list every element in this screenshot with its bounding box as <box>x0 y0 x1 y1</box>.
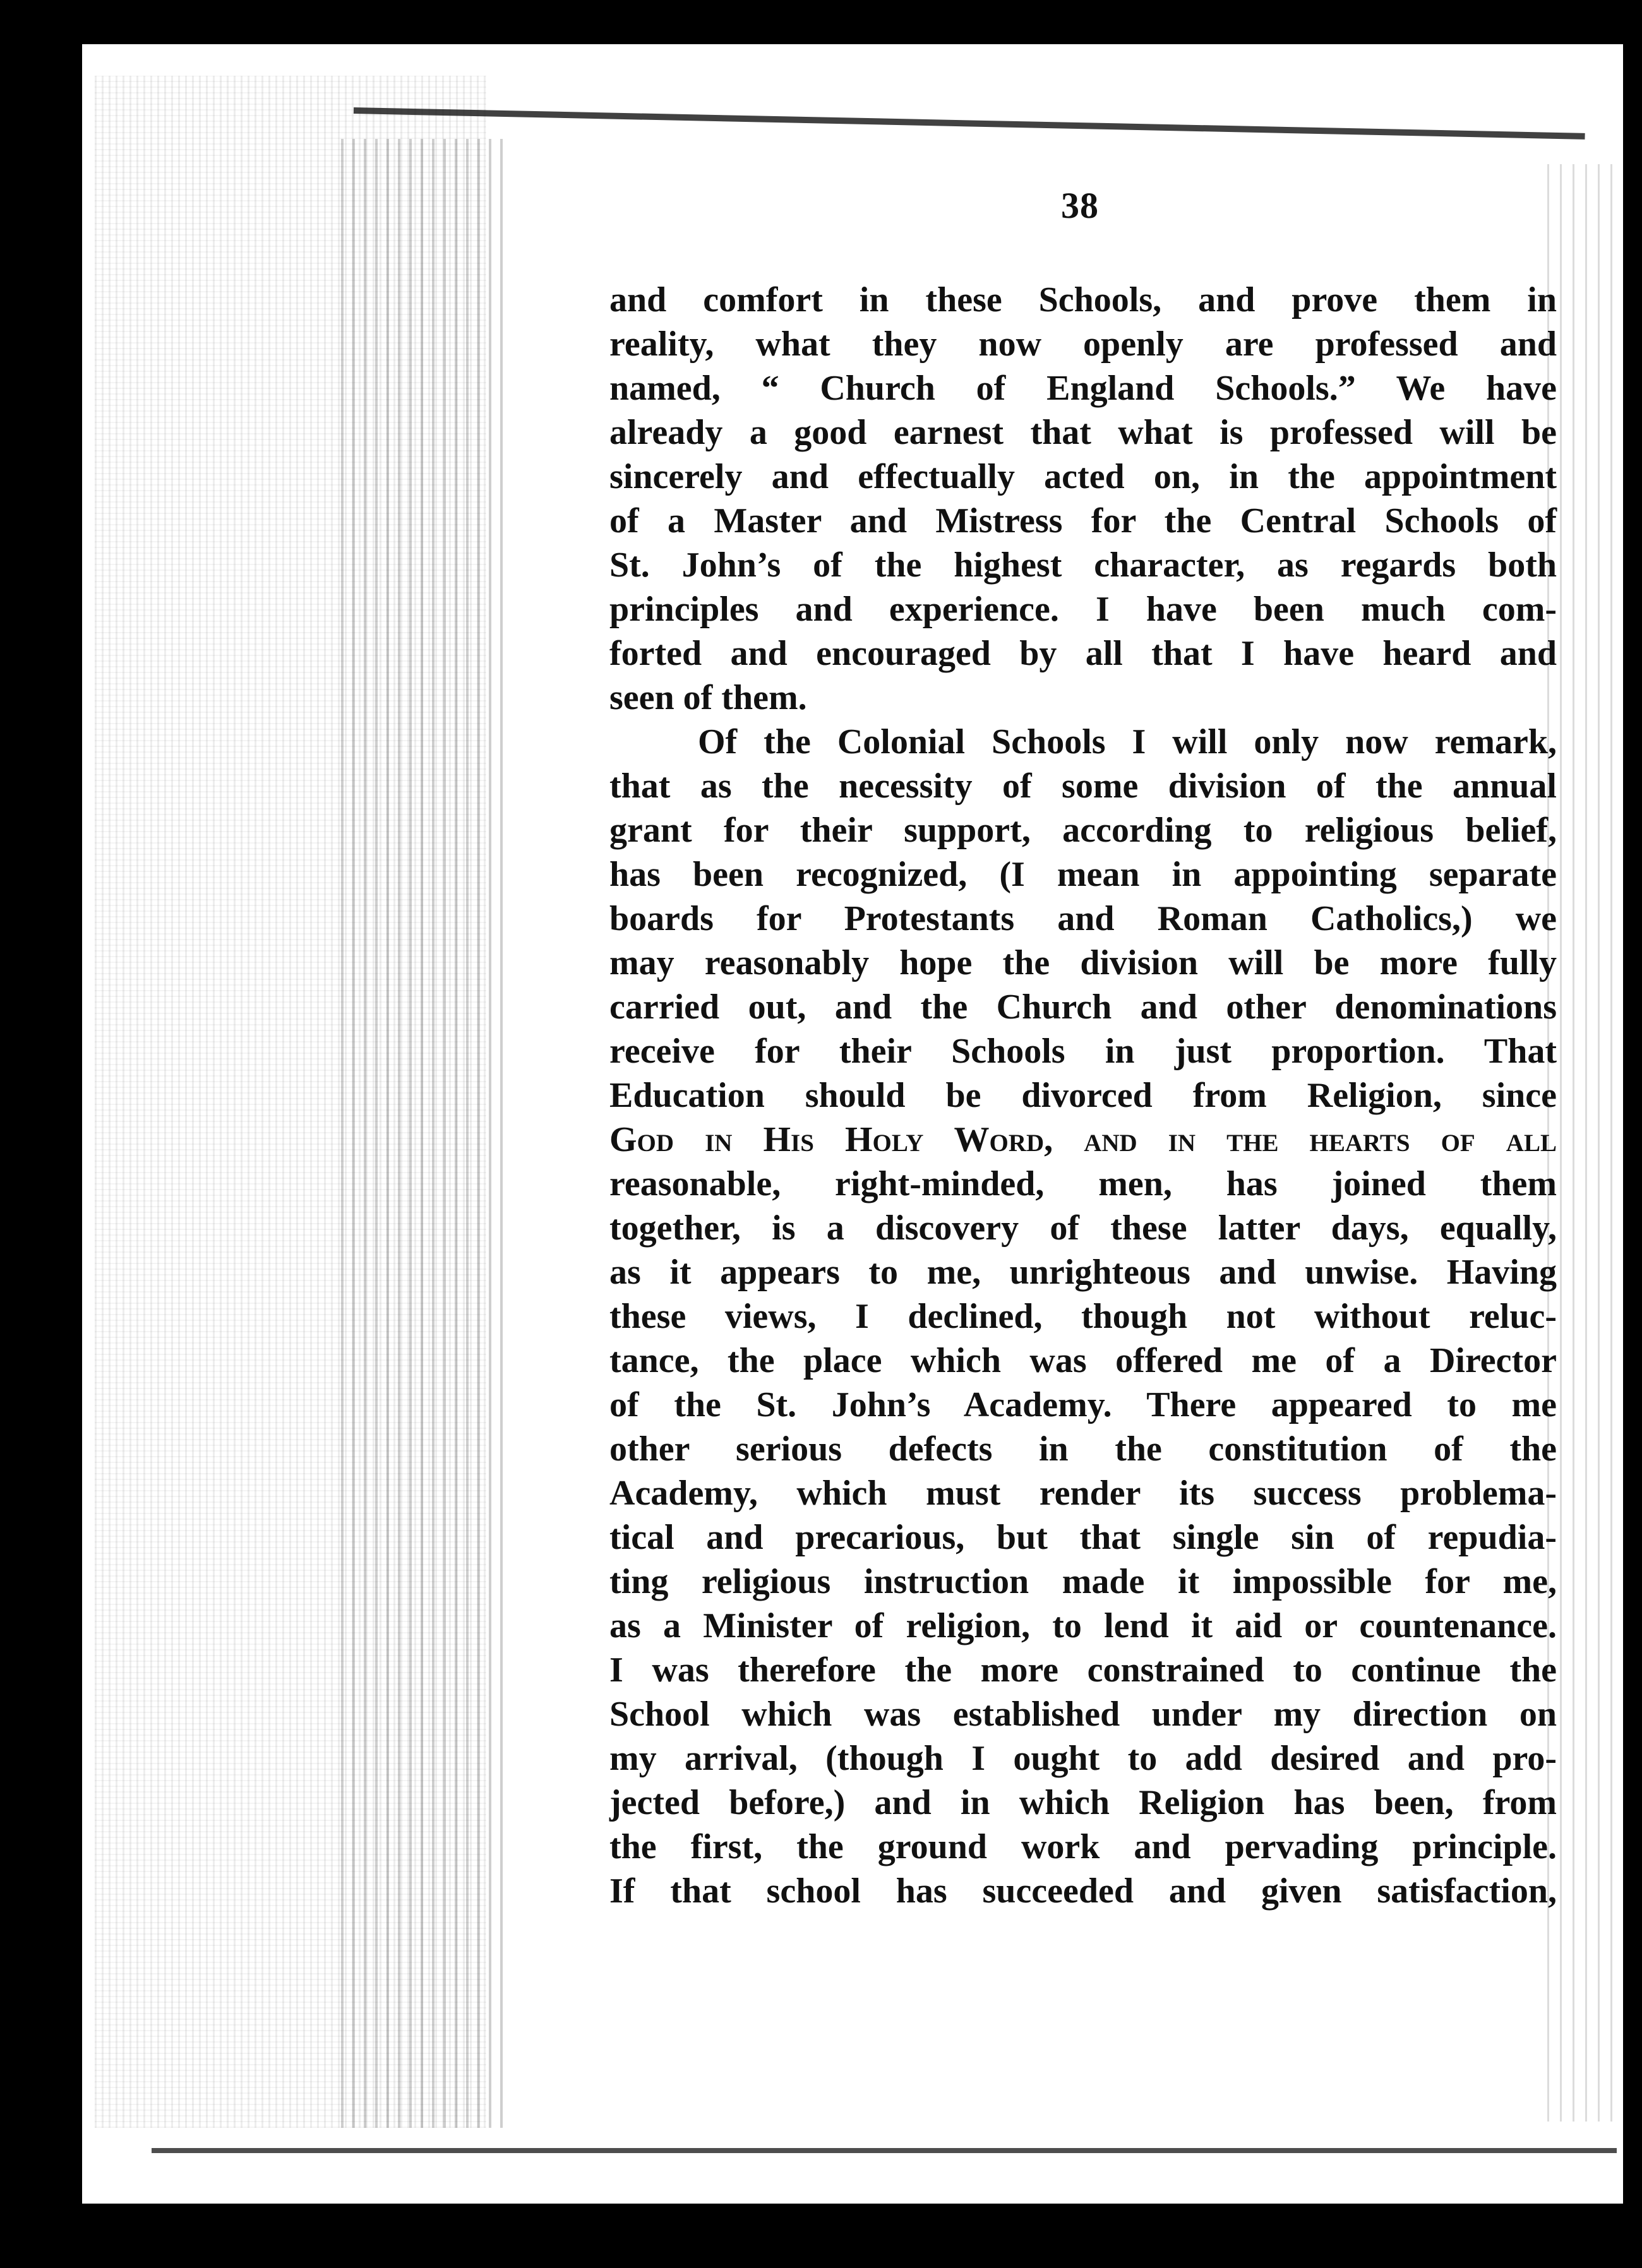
right-edge <box>1547 164 1623 2122</box>
text-line: as it appears to me, unrighteous and unwise. Having <box>609 1253 1557 1292</box>
text-line: Academy, which must render its success problema- <box>609 1474 1557 1513</box>
text-line: the first, the ground work and pervading principle. <box>609 1827 1557 1866</box>
text-line: as a Minister of religion, to lend it aid or countenance. <box>609 1606 1557 1645</box>
text-line: sincerely and effectually acted on, in the appointment <box>609 457 1557 496</box>
text-line: of the St. John’s Academy. There appeared to me <box>609 1385 1557 1424</box>
text-line: boards for Protestants and Roman Catholics,) we <box>609 899 1557 938</box>
text-line: tance, the place which was offered me of a Director <box>609 1341 1557 1380</box>
text-line: receive for their Schools in just proportion. That <box>609 1032 1557 1071</box>
text-line: ting religious instruction made it impossible for me, <box>609 1562 1557 1601</box>
text-line: my arrival, (though I ought to add desired and pro- <box>609 1739 1557 1778</box>
text-line: carried out, and the Church and other denominations <box>609 988 1557 1027</box>
text-line: grant for their support, according to religious belief, <box>609 811 1557 850</box>
text-line: and comfort in these Schools, and prove them in <box>609 280 1557 319</box>
text-line: reality, what they now openly are professed and <box>609 325 1557 364</box>
text-line: these views, I declined, though not without reluc- <box>609 1297 1557 1336</box>
text-line: God in His Holy Word, and in the hearts of all <box>609 1120 1557 1159</box>
text-line: I was therefore the more constrained to continue the <box>609 1650 1557 1690</box>
text-line: forted and encouraged by all that I have heard and <box>609 634 1557 673</box>
text-line: School which was established under my direction on <box>609 1695 1557 1734</box>
text-line: seen of them. <box>609 678 807 717</box>
text-line: other serious defects in the constitution of the <box>609 1429 1557 1469</box>
text-line: St. John’s of the highest character, as regards both <box>609 546 1557 585</box>
text-line: of a Master and Mistress for the Central Schools of <box>609 501 1557 540</box>
text-line: may reasonably hope the division will be more fully <box>609 943 1557 982</box>
text-line: together, is a discovery of these latter days, equally, <box>609 1209 1557 1248</box>
left-margin-edge <box>341 139 505 2128</box>
text-line: has been recognized, (I mean in appointing separate <box>609 855 1557 894</box>
text-line: that as the necessity of some division of the annual <box>609 767 1557 806</box>
text-line: named, “ Church of England Schools.” We have <box>609 369 1557 408</box>
text-line: tical and precarious, but that single sin of repudia- <box>609 1518 1557 1557</box>
text-line: jected before,) and in which Religion has been, from <box>609 1783 1557 1822</box>
text-line: If that school has succeeded and given satisfaction, <box>609 1871 1557 1911</box>
text-line: principles and experience. I have been much com- <box>609 590 1557 629</box>
text-line: Education should be divorced from Religion, since <box>609 1076 1557 1115</box>
page-number: 38 <box>1061 185 1099 226</box>
bottom-rule <box>152 2148 1617 2153</box>
body-text <box>609 278 1557 1913</box>
text-line: already a good earnest that what is professed will be <box>609 413 1557 452</box>
paragraph-start-line: Of the Colonial Schools I will only now remark, <box>698 722 1557 761</box>
text-line: reasonable, right-minded, men, has joined them <box>609 1164 1557 1203</box>
